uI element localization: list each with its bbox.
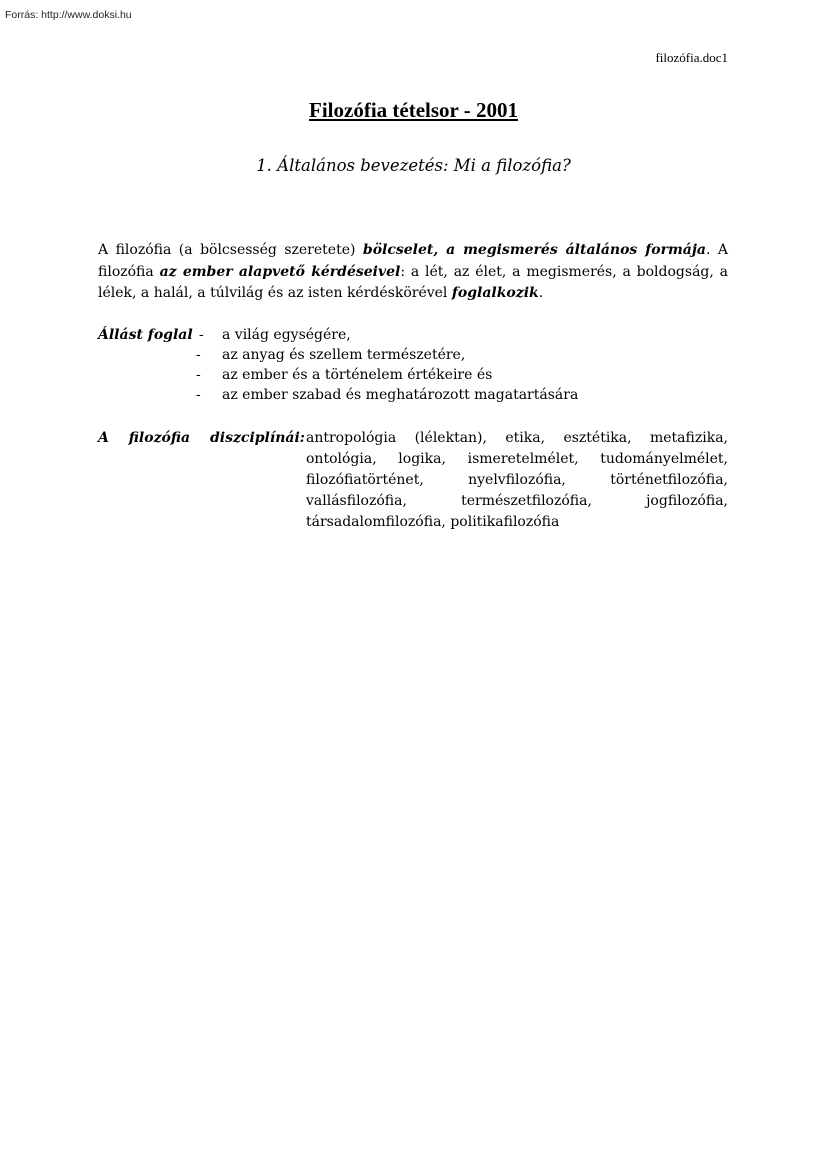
list-item: a világ egységére,: [222, 327, 351, 343]
list-item: az ember és a történelem értékeire és: [222, 367, 493, 383]
intro-text-4: .: [538, 285, 544, 301]
section-heading: 1. Általános bevezetés: Mi a filozófia?: [256, 156, 571, 175]
list-dash: -: [196, 367, 201, 383]
intro-emphasis-2: az ember alapvető kérdéseivel: [159, 263, 401, 280]
intro-emphasis-3: foglalkozik: [451, 285, 539, 301]
source-label: Forrás: http://www.doksi.hu: [5, 9, 132, 21]
list-dash: -: [196, 347, 201, 363]
intro-emphasis-1: bölcselet, a megismerés általános formája: [362, 242, 706, 258]
stance-label: Állást foglal: [98, 327, 193, 343]
list-item: az anyag és szellem természetére,: [222, 347, 466, 363]
list-dash: -: [199, 327, 204, 343]
intro-paragraph: [98, 240, 728, 305]
list-item: az ember szabad és meghatározott magatartására: [222, 387, 579, 403]
list-dash: -: [196, 387, 201, 403]
intro-text-1: A filozófia (a bölcsesség szeretete): [98, 242, 363, 258]
page-title: Filozófia tételsor - 2001: [309, 98, 518, 122]
disciplines-label: A filozófia diszciplínái:: [98, 430, 305, 446]
intro-text-2: . A filozófia: [98, 242, 728, 280]
document-filename: filozófia.doc1: [655, 50, 728, 65]
disciplines-list: antropológia (lélektan), etika, esztétika, metafizika, ontológia, logika, ismeretelmélet, tudományelmélet, filozófiatörténet, nyelvfilozófia, történetfilozófia, vallásfilozófia, természetfilozófia, jogfilozófia, társadalomfilozófia, politikafilozófia: [306, 430, 728, 530]
intro-text-3: : a lét, az élet, a megismerés, a boldogság, a lélek, a halál, a túlvilág és az isten kérdéskörével: [98, 263, 728, 301]
